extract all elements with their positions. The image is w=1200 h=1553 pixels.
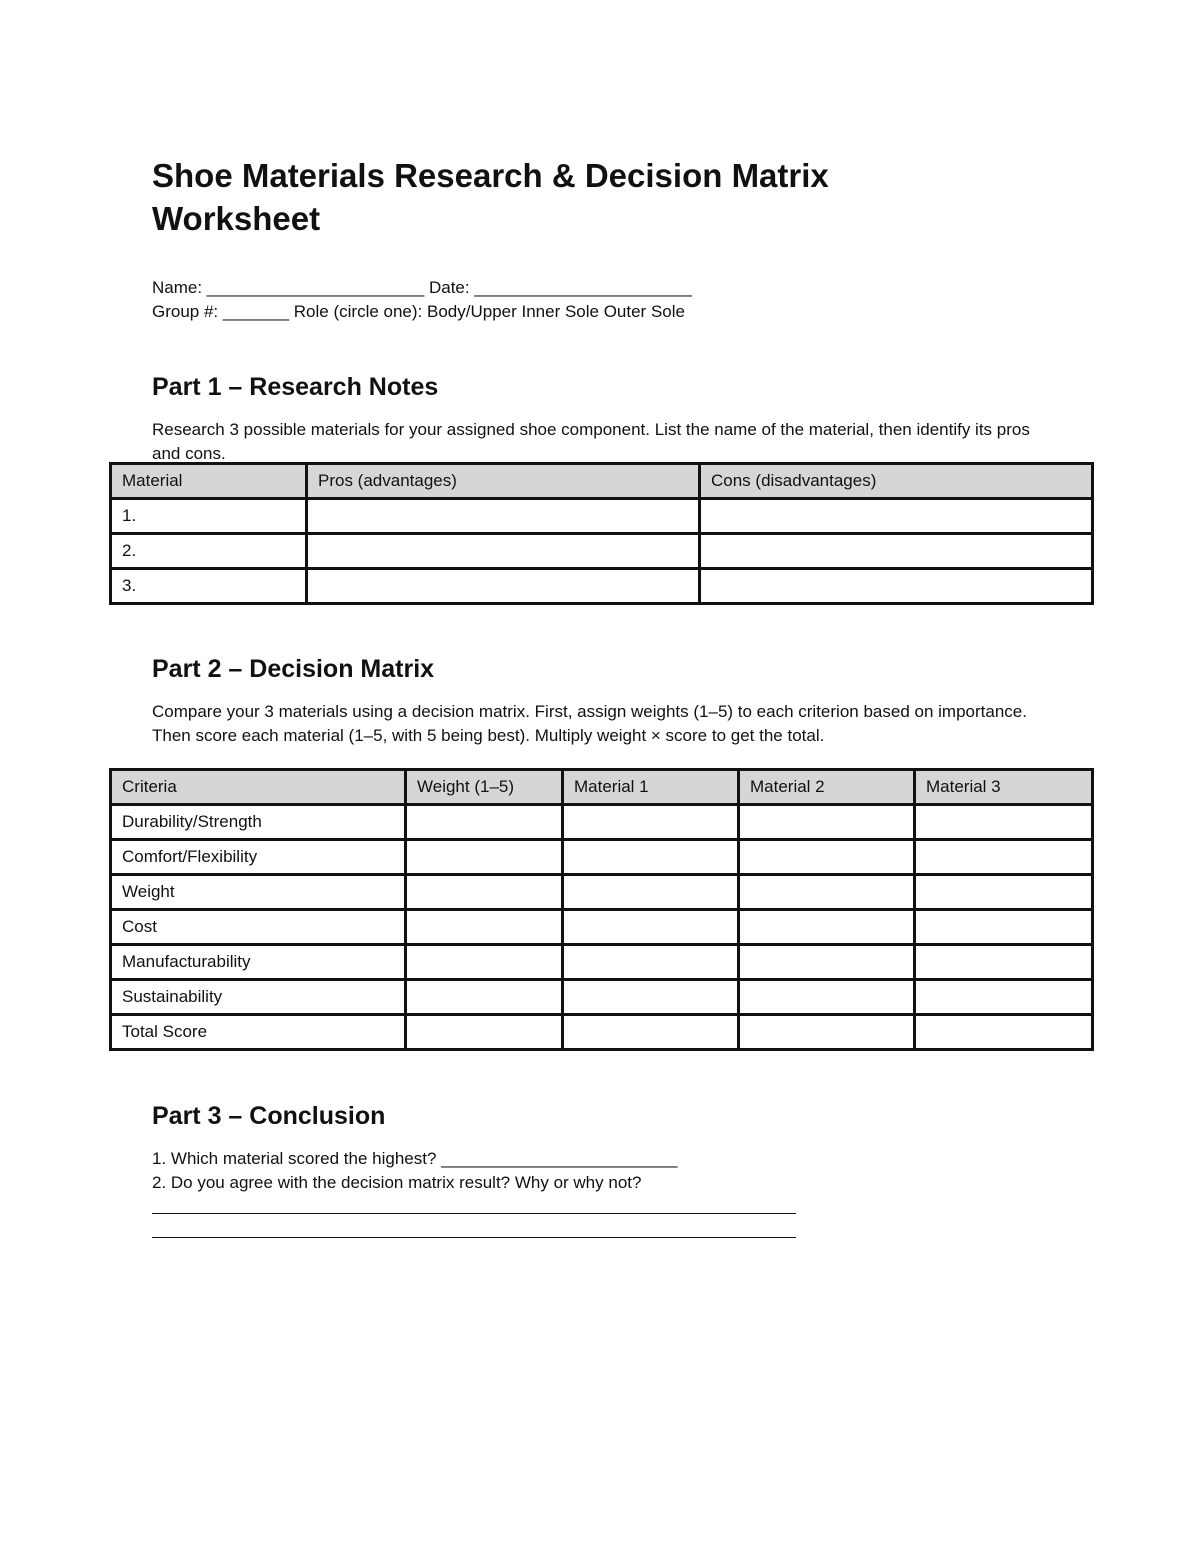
criteria-cell: Weight xyxy=(111,875,406,910)
criteria-cell: Durability/Strength xyxy=(111,805,406,840)
table-row xyxy=(111,805,1093,840)
table-row xyxy=(111,499,1093,534)
answer-line-2[interactable] xyxy=(152,1237,796,1238)
cons-cell[interactable] xyxy=(700,499,1093,534)
header-material-2: Material 2 xyxy=(739,770,915,805)
decision-matrix-table xyxy=(109,768,1094,1051)
part1-instructions: Research 3 possible materials for your assigned shoe component. List the name of the material, then identify its pros and cons. xyxy=(152,420,1030,463)
table-row xyxy=(111,980,1093,1015)
cons-cell[interactable] xyxy=(700,569,1093,604)
table-row xyxy=(111,945,1093,980)
cons-cell[interactable] xyxy=(700,534,1093,569)
part2-heading: Part 2 – Decision Matrix xyxy=(152,655,435,683)
criteria-cell: Sustainability xyxy=(111,980,406,1015)
group-role-line: Group #: _______ Role (circle one): Body/Upper Inner Sole Outer Sole xyxy=(152,302,685,321)
header-material-3: Material 3 xyxy=(915,770,1093,805)
score-cell[interactable] xyxy=(563,980,739,1015)
page-title: Shoe Materials Research & Decision Matrix Worksheet xyxy=(152,157,829,237)
answer-line-1[interactable] xyxy=(152,1213,796,1214)
matrix-header-row xyxy=(111,770,1093,805)
score-cell[interactable] xyxy=(915,840,1093,875)
research-header-row xyxy=(111,464,1093,499)
criteria-cell: Manufacturability xyxy=(111,945,406,980)
header-material-1: Material 1 xyxy=(563,770,739,805)
score-cell[interactable] xyxy=(739,875,915,910)
score-cell[interactable] xyxy=(739,1015,915,1050)
header-cons: Cons (disadvantages) xyxy=(700,464,1093,499)
criteria-cell: Total Score xyxy=(111,1015,406,1050)
score-cell[interactable] xyxy=(563,840,739,875)
weight-cell[interactable] xyxy=(406,945,563,980)
table-row xyxy=(111,1015,1093,1050)
pros-cell[interactable] xyxy=(307,534,700,569)
table-row xyxy=(111,910,1093,945)
weight-cell[interactable] xyxy=(406,875,563,910)
score-cell[interactable] xyxy=(915,1015,1093,1050)
pros-cell[interactable] xyxy=(307,569,700,604)
table-row xyxy=(111,840,1093,875)
score-cell[interactable] xyxy=(915,910,1093,945)
score-cell[interactable] xyxy=(739,910,915,945)
table-row xyxy=(111,875,1093,910)
header-weight: Weight (1–5) xyxy=(406,770,563,805)
pros-cell[interactable] xyxy=(307,499,700,534)
research-notes-table xyxy=(109,462,1094,605)
material-cell: 3. xyxy=(111,569,307,604)
header-pros: Pros (advantages) xyxy=(307,464,700,499)
score-cell[interactable] xyxy=(739,805,915,840)
score-cell[interactable] xyxy=(915,980,1093,1015)
score-cell[interactable] xyxy=(739,980,915,1015)
material-cell: 2. xyxy=(111,534,307,569)
score-cell[interactable] xyxy=(563,910,739,945)
part2-instructions: Compare your 3 materials using a decision matrix. First, assign weights (1–5) to each criterion based on importance. Then score each material (1–5, with 5 being best). Multiply weight × score to get the total. xyxy=(152,702,1027,745)
score-cell[interactable] xyxy=(915,805,1093,840)
table-row xyxy=(111,534,1093,569)
weight-cell[interactable] xyxy=(406,910,563,945)
criteria-cell: Cost xyxy=(111,910,406,945)
score-cell[interactable] xyxy=(739,840,915,875)
question-2: 2. Do you agree with the decision matrix result? Why or why not? xyxy=(152,1173,642,1192)
weight-cell[interactable] xyxy=(406,980,563,1015)
weight-cell[interactable] xyxy=(406,1015,563,1050)
score-cell[interactable] xyxy=(915,875,1093,910)
material-cell: 1. xyxy=(111,499,307,534)
part1-heading: Part 1 – Research Notes xyxy=(152,373,439,401)
score-cell[interactable] xyxy=(563,875,739,910)
part3-heading: Part 3 – Conclusion xyxy=(152,1102,386,1130)
weight-cell[interactable] xyxy=(406,840,563,875)
weight-cell[interactable] xyxy=(406,805,563,840)
score-cell[interactable] xyxy=(563,1015,739,1050)
score-cell[interactable] xyxy=(739,945,915,980)
question-1: 1. Which material scored the highest? _________________________ xyxy=(152,1149,678,1168)
table-row xyxy=(111,569,1093,604)
criteria-cell: Comfort/Flexibility xyxy=(111,840,406,875)
header-criteria: Criteria xyxy=(111,770,406,805)
name-date-line: Name: _______________________ Date: _______________________ xyxy=(152,278,692,297)
score-cell[interactable] xyxy=(563,805,739,840)
header-material: Material xyxy=(111,464,307,499)
score-cell[interactable] xyxy=(563,945,739,980)
score-cell[interactable] xyxy=(915,945,1093,980)
